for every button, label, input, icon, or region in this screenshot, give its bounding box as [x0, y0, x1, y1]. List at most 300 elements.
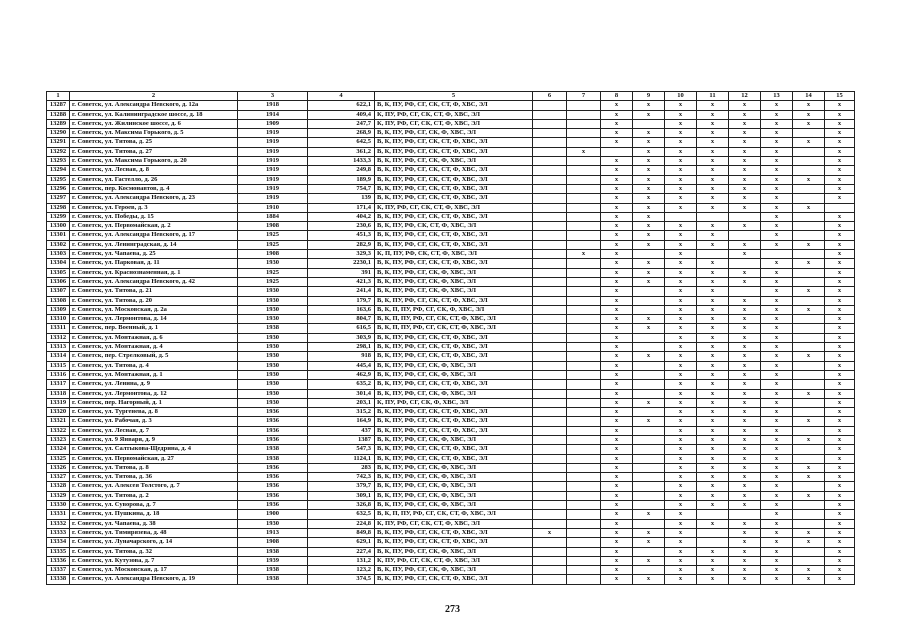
elements-cell: В, К, ПУ, РФ, СГ, СК, Ф, ХВС, ЭЛ: [375, 491, 533, 500]
mark-cell: [533, 445, 567, 454]
mark-cell: х: [761, 380, 793, 389]
mark-cell: х: [793, 389, 825, 398]
mark-cell: х: [697, 222, 729, 231]
area-cell: 437: [308, 426, 375, 435]
mark-cell: [567, 482, 601, 491]
address-cell: г. Советск, ул. Титова, д. 4: [70, 361, 238, 370]
mark-cell: х: [601, 129, 633, 138]
mark-cell: [567, 184, 601, 193]
mark-cell: х: [665, 315, 697, 324]
mark-cell: х: [665, 566, 697, 575]
year-cell: 1908: [238, 538, 308, 547]
mark-cell: х: [665, 463, 697, 472]
mark-cell: х: [601, 454, 633, 463]
mark-cell: х: [601, 370, 633, 379]
mark-cell: [533, 212, 567, 221]
year-cell: 1914: [238, 110, 308, 119]
mark-cell: х: [825, 138, 855, 147]
mark-cell: х: [601, 426, 633, 435]
mark-cell: х: [665, 482, 697, 491]
mark-cell: [633, 380, 665, 389]
mark-cell: х: [825, 259, 855, 268]
mark-cell: х: [761, 454, 793, 463]
table-row: [47, 538, 855, 547]
mark-cell: [793, 324, 825, 333]
address-cell: г. Советск, ул. Титова, д. 32: [70, 547, 238, 556]
mark-cell: х: [729, 463, 761, 472]
elements-cell: В, К, ПУ, РФ, СГ, СК, СТ, Ф, ХВС, ЭЛ: [375, 538, 533, 547]
mark-cell: х: [633, 175, 665, 184]
mark-cell: х: [793, 305, 825, 314]
mark-cell: х: [825, 352, 855, 361]
area-cell: 203,1: [308, 398, 375, 407]
year-cell: 1930: [238, 519, 308, 528]
mark-cell: х: [761, 129, 793, 138]
mark-cell: [697, 212, 729, 221]
address-cell: г. Советск, ул. Гастелло, д. 26: [70, 175, 238, 184]
address-cell: г. Советск, ул. Монтажная, д. 4: [70, 343, 238, 352]
elements-cell: В, К, ПУ, РФ, СГ, СК, СТ, Ф, ХВС, ЭЛ: [375, 175, 533, 184]
elements-cell: В, К, ПУ, РФ, СГ, СК, Ф, ХВС, ЭЛ: [375, 473, 533, 482]
year-cell: 1930: [238, 389, 308, 398]
address-cell: г. Советск, ул. Салтыкова-Щедрина, д. 4: [70, 445, 238, 454]
mark-cell: х: [825, 491, 855, 500]
elements-cell: В, К, П, ПУ, РФ, СГ, СК, СТ, Ф, ХВС, ЭЛ: [375, 315, 533, 324]
mark-cell: х: [601, 538, 633, 547]
mark-cell: х: [633, 324, 665, 333]
row-id-cell: 13325: [47, 454, 70, 463]
mark-cell: [633, 287, 665, 296]
mark-cell: [533, 231, 567, 240]
elements-cell: В, К, ПУ, РФ, СГ, СК, СТ, Ф, ХВС, ЭЛ: [375, 240, 533, 249]
mark-cell: [729, 287, 761, 296]
row-id-cell: 13328: [47, 482, 70, 491]
table-row: [47, 175, 855, 184]
area-cell: 2230,1: [308, 259, 375, 268]
mark-cell: [567, 501, 601, 510]
mark-cell: х: [665, 556, 697, 565]
mark-cell: х: [697, 138, 729, 147]
column-number-cell: 6: [533, 92, 567, 101]
mark-cell: х: [633, 231, 665, 240]
mark-cell: х: [601, 463, 633, 472]
area-cell: 1124,1: [308, 454, 375, 463]
mark-cell: [567, 538, 601, 547]
mark-cell: х: [601, 566, 633, 575]
elements-cell: В, К, ПУ, РФ, СГ, СК, Ф, ХВС, ЭЛ: [375, 370, 533, 379]
mark-cell: х: [729, 566, 761, 575]
mark-cell: х: [633, 259, 665, 268]
mark-cell: х: [761, 408, 793, 417]
year-cell: 1930: [238, 296, 308, 305]
mark-cell: [567, 519, 601, 528]
mark-cell: х: [601, 175, 633, 184]
mark-cell: х: [665, 417, 697, 426]
mark-cell: [567, 110, 601, 119]
elements-cell: В, К, ПУ, РФ, СК, СТ, Ф, ХВС, ЭЛ: [375, 222, 533, 231]
mark-cell: [533, 222, 567, 231]
mark-cell: х: [665, 547, 697, 556]
mark-cell: [793, 147, 825, 156]
mark-cell: х: [793, 463, 825, 472]
mark-cell: х: [729, 138, 761, 147]
year-cell: 1938: [238, 566, 308, 575]
area-cell: 227,4: [308, 547, 375, 556]
mark-cell: х: [697, 305, 729, 314]
year-cell: 1900: [238, 510, 308, 519]
mark-cell: [567, 556, 601, 565]
address-cell: г. Советск, ул. Александра Невского, д. 17: [70, 231, 238, 240]
row-id-cell: 13321: [47, 417, 70, 426]
row-id-cell: 13305: [47, 268, 70, 277]
area-cell: 301,4: [308, 389, 375, 398]
mark-cell: [793, 519, 825, 528]
elements-cell: В, К, ПУ, РФ, СГ, СК, СТ, Ф, ХВС, ЭЛ: [375, 454, 533, 463]
mark-cell: [567, 343, 601, 352]
mark-cell: [697, 510, 729, 519]
area-cell: 171,4: [308, 203, 375, 212]
mark-cell: х: [761, 184, 793, 193]
mark-cell: х: [729, 110, 761, 119]
mark-cell: [697, 538, 729, 547]
elements-cell: В, К, ПУ, РФ, СГ, СК, СТ, Ф, ХВС, ЭЛ: [375, 296, 533, 305]
year-cell: 1930: [238, 361, 308, 370]
row-id-cell: 13331: [47, 510, 70, 519]
mark-cell: х: [601, 417, 633, 426]
mark-cell: х: [665, 259, 697, 268]
address-cell: г. Советск, ул. Титова, д. 2: [70, 491, 238, 500]
mark-cell: х: [825, 157, 855, 166]
mark-cell: [793, 547, 825, 556]
mark-cell: х: [633, 556, 665, 565]
mark-cell: [533, 287, 567, 296]
elements-cell: В, К, ПУ, РФ, СГ, СК, СТ, Ф, ХВС, ЭЛ: [375, 528, 533, 537]
row-id-cell: 13296: [47, 184, 70, 193]
mark-cell: х: [729, 575, 761, 584]
area-cell: 131,2: [308, 556, 375, 565]
column-number-cell: 2: [70, 92, 238, 101]
mark-cell: х: [665, 166, 697, 175]
row-id-cell: 13294: [47, 166, 70, 175]
mark-cell: х: [633, 315, 665, 324]
table-row: [47, 408, 855, 417]
area-cell: 629,1: [308, 538, 375, 547]
mark-cell: [567, 324, 601, 333]
mark-cell: х: [633, 417, 665, 426]
elements-cell: В, К, ПУ, РФ, СГ, СК, СТ, Ф, ХВС, ЭЛ: [375, 352, 533, 361]
year-cell: 1936: [238, 426, 308, 435]
mark-cell: х: [665, 408, 697, 417]
mark-cell: х: [633, 138, 665, 147]
row-id-cell: 13318: [47, 389, 70, 398]
mark-cell: х: [761, 277, 793, 286]
column-number-cell: 7: [567, 92, 601, 101]
row-id-cell: 13304: [47, 259, 70, 268]
elements-cell: В, К, ПУ, РФ, СГ, СК, СТ, Ф, ХВС, ЭЛ: [375, 575, 533, 584]
mark-cell: х: [601, 138, 633, 147]
mark-cell: х: [601, 231, 633, 240]
row-id-cell: 13292: [47, 147, 70, 156]
mark-cell: [793, 482, 825, 491]
mark-cell: х: [825, 528, 855, 537]
mark-cell: х: [729, 501, 761, 510]
row-id-cell: 13301: [47, 231, 70, 240]
mark-cell: х: [729, 222, 761, 231]
mark-cell: х: [697, 231, 729, 240]
mark-cell: [793, 212, 825, 221]
mark-cell: х: [601, 119, 633, 128]
row-id-cell: 13329: [47, 491, 70, 500]
mark-cell: х: [729, 315, 761, 324]
address-cell: г. Советск, ул. Титова, д. 36: [70, 473, 238, 482]
area-cell: 632,5: [308, 510, 375, 519]
mark-cell: х: [761, 528, 793, 537]
mark-cell: [793, 445, 825, 454]
mark-cell: х: [729, 119, 761, 128]
mark-cell: [567, 445, 601, 454]
table-row: [47, 138, 855, 147]
mark-cell: х: [761, 463, 793, 472]
mark-cell: х: [697, 110, 729, 119]
row-id-cell: 13289: [47, 119, 70, 128]
row-id-cell: 13303: [47, 250, 70, 259]
year-cell: 1925: [238, 240, 308, 249]
mark-cell: х: [825, 566, 855, 575]
mark-cell: [533, 184, 567, 193]
mark-cell: х: [793, 491, 825, 500]
year-cell: 1908: [238, 250, 308, 259]
mark-cell: х: [665, 398, 697, 407]
mark-cell: х: [793, 138, 825, 147]
mark-cell: х: [665, 361, 697, 370]
mark-cell: х: [825, 556, 855, 565]
mark-cell: х: [697, 454, 729, 463]
address-cell: г. Советск, ул. Жилинское шоссе, д. 6: [70, 119, 238, 128]
row-id-cell: 13310: [47, 315, 70, 324]
mark-cell: [601, 147, 633, 156]
year-cell: 1936: [238, 408, 308, 417]
mark-cell: х: [761, 556, 793, 565]
mark-cell: х: [697, 566, 729, 575]
mark-cell: х: [601, 203, 633, 212]
mark-cell: х: [825, 222, 855, 231]
area-cell: 123,2: [308, 566, 375, 575]
mark-cell: х: [825, 212, 855, 221]
mark-cell: х: [665, 250, 697, 259]
mark-cell: х: [825, 343, 855, 352]
area-cell: 421,3: [308, 277, 375, 286]
mark-cell: [793, 296, 825, 305]
year-cell: 1919: [238, 166, 308, 175]
mark-cell: х: [825, 268, 855, 277]
mark-cell: х: [633, 538, 665, 547]
mark-cell: х: [761, 119, 793, 128]
mark-cell: х: [633, 212, 665, 221]
mark-cell: [533, 277, 567, 286]
mark-cell: х: [825, 305, 855, 314]
area-cell: 224,8: [308, 519, 375, 528]
mark-cell: х: [761, 287, 793, 296]
row-id-cell: 13327: [47, 473, 70, 482]
table-row: [47, 157, 855, 166]
mark-cell: х: [665, 454, 697, 463]
mark-cell: [633, 435, 665, 444]
mark-cell: [567, 510, 601, 519]
mark-cell: [533, 398, 567, 407]
mark-cell: х: [697, 556, 729, 565]
mark-cell: х: [793, 110, 825, 119]
row-id-cell: 13312: [47, 333, 70, 342]
mark-cell: х: [665, 426, 697, 435]
address-cell: г. Советск, ул. Калининградское шоссе, д. 18: [70, 110, 238, 119]
mark-cell: х: [825, 519, 855, 528]
address-cell: г. Советск, ул. Титова, д. 8: [70, 463, 238, 472]
row-id-cell: 13299: [47, 212, 70, 221]
mark-cell: [793, 426, 825, 435]
table-row: [47, 212, 855, 221]
mark-cell: х: [697, 333, 729, 342]
mark-cell: [567, 305, 601, 314]
table-row: [47, 501, 855, 510]
elements-cell: В, К, ПУ, РФ, СГ, СК, СТ, Ф, ХВС, ЭЛ: [375, 380, 533, 389]
year-cell: 1936: [238, 482, 308, 491]
mark-cell: [567, 194, 601, 203]
column-number-row: [47, 92, 855, 101]
year-cell: 1930: [238, 333, 308, 342]
row-id-cell: 13313: [47, 343, 70, 352]
mark-cell: х: [601, 389, 633, 398]
mark-cell: х: [825, 333, 855, 342]
mark-cell: х: [601, 110, 633, 119]
mark-cell: [533, 361, 567, 370]
mark-cell: [793, 333, 825, 342]
mark-cell: [567, 129, 601, 138]
address-cell: г. Советск, пер. Стрелковый, д. 5: [70, 352, 238, 361]
mark-cell: х: [761, 361, 793, 370]
mark-cell: х: [601, 212, 633, 221]
address-cell: г. Советск, ул. Пушкина, д. 18: [70, 510, 238, 519]
mark-cell: [533, 101, 567, 110]
address-cell: г. Советск, пер. Нагорный, д. 1: [70, 398, 238, 407]
mark-cell: х: [761, 231, 793, 240]
address-cell: г. Советск, ул. 9 Января, д. 9: [70, 435, 238, 444]
mark-cell: [633, 250, 665, 259]
area-cell: 315,2: [308, 408, 375, 417]
mark-cell: х: [601, 287, 633, 296]
mark-cell: х: [793, 119, 825, 128]
table-row: [47, 119, 855, 128]
row-id-cell: 13332: [47, 519, 70, 528]
mark-cell: [633, 491, 665, 500]
mark-cell: х: [601, 166, 633, 175]
row-id-cell: 13311: [47, 324, 70, 333]
mark-cell: [567, 463, 601, 472]
address-cell: г. Советск, ул. Первомайская, д. 27: [70, 454, 238, 463]
elements-cell: В, К, ПУ, РФ, СГ, СК, СТ, Ф, ХВС, ЭЛ: [375, 212, 533, 221]
area-cell: 268,9: [308, 129, 375, 138]
area-cell: 409,4: [308, 110, 375, 119]
mark-cell: х: [665, 203, 697, 212]
address-cell: г. Советск, ул. Титова, д. 21: [70, 287, 238, 296]
area-cell: 754,7: [308, 184, 375, 193]
address-cell: г. Советск, ул. Парковая, д. 11: [70, 259, 238, 268]
mark-cell: х: [665, 110, 697, 119]
row-id-cell: 13326: [47, 463, 70, 472]
year-cell: 1930: [238, 398, 308, 407]
mark-cell: [825, 203, 855, 212]
elements-cell: В, К, ПУ, РФ, СГ, СК, СТ, Ф, ХВС, ЭЛ: [375, 231, 533, 240]
mark-cell: [567, 166, 601, 175]
mark-cell: х: [825, 389, 855, 398]
year-cell: 1918: [238, 101, 308, 110]
column-number-cell: 10: [665, 92, 697, 101]
elements-cell: К, ПУ, РФ, СГ, СК, СТ, Ф, ХВС, ЭЛ: [375, 519, 533, 528]
area-cell: 230,6: [308, 222, 375, 231]
mark-cell: х: [601, 259, 633, 268]
year-cell: 1919: [238, 147, 308, 156]
mark-cell: [793, 343, 825, 352]
year-cell: 1930: [238, 287, 308, 296]
mark-cell: [633, 305, 665, 314]
table-row: [47, 240, 855, 249]
area-cell: 163,6: [308, 305, 375, 314]
year-cell: 1919: [238, 138, 308, 147]
mark-cell: х: [729, 324, 761, 333]
mark-cell: [567, 119, 601, 128]
area-cell: 361,2: [308, 147, 375, 156]
mark-cell: [567, 277, 601, 286]
elements-cell: В, К, ПУ, РФ, СГ, СК, СТ, Ф, ХВС, ЭЛ: [375, 194, 533, 203]
mark-cell: х: [697, 194, 729, 203]
mark-cell: [533, 240, 567, 249]
table-row: [47, 110, 855, 119]
mark-cell: х: [665, 240, 697, 249]
mark-cell: х: [825, 194, 855, 203]
mark-cell: х: [729, 305, 761, 314]
table-row: [47, 352, 855, 361]
mark-cell: х: [633, 528, 665, 537]
year-cell: 1919: [238, 175, 308, 184]
mark-cell: х: [601, 528, 633, 537]
mark-cell: х: [761, 352, 793, 361]
row-id-cell: 13335: [47, 547, 70, 556]
mark-cell: х: [761, 138, 793, 147]
column-number-cell: 13: [761, 92, 793, 101]
mark-cell: х: [665, 343, 697, 352]
mark-cell: х: [601, 556, 633, 565]
mark-cell: х: [761, 398, 793, 407]
mark-cell: х: [697, 380, 729, 389]
mark-cell: [533, 194, 567, 203]
table-row: [47, 343, 855, 352]
address-cell: г. Советск, ул. Рабочая, д. 3: [70, 417, 238, 426]
elements-cell: В, К, П, ПУ, РФ, СГ, СК, СТ, Ф, ХВС, ЭЛ: [375, 510, 533, 519]
mark-cell: х: [761, 538, 793, 547]
mark-cell: х: [825, 184, 855, 193]
address-cell: г. Советск, ул. Московская, д. 2а: [70, 305, 238, 314]
mark-cell: х: [665, 445, 697, 454]
mark-cell: х: [601, 575, 633, 584]
mark-cell: х: [729, 361, 761, 370]
mark-cell: [567, 547, 601, 556]
mark-cell: х: [729, 408, 761, 417]
mark-cell: [633, 463, 665, 472]
mark-cell: х: [697, 184, 729, 193]
page-number: 273: [445, 604, 460, 615]
area-cell: 1387: [308, 435, 375, 444]
mark-cell: [533, 389, 567, 398]
elements-cell: К, ПУ, РФ, СГ, СК, СТ, Ф, ХВС, ЭЛ: [375, 119, 533, 128]
